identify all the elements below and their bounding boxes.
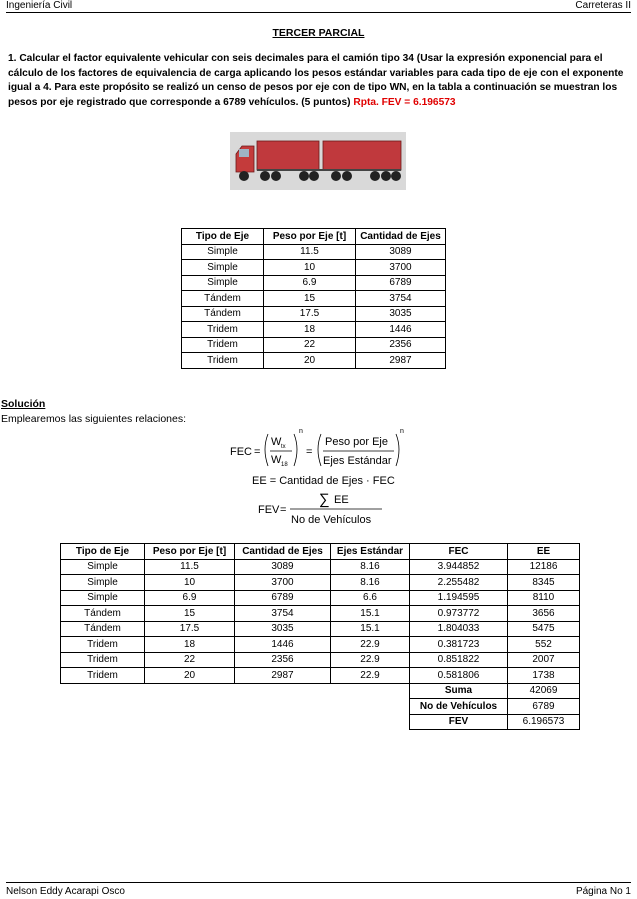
page-footer [6, 882, 631, 897]
table-cell: 5475 [508, 621, 580, 637]
table-cell: 6789 [356, 275, 446, 291]
table-cell: Tridem [61, 652, 145, 668]
table-cell: 17.5 [145, 621, 235, 637]
table-row [182, 322, 446, 338]
table-row [61, 637, 580, 653]
summary-label: FEV [410, 714, 508, 730]
table-cell: 12186 [508, 559, 580, 575]
fev-num: EE [334, 494, 349, 506]
table-cell: Simple [61, 575, 145, 591]
svg-text:∑: ∑ [319, 491, 330, 508]
census-header-tipo: Tipo de Eje [182, 229, 264, 245]
table-cell: 3700 [356, 260, 446, 276]
result-header-row [61, 544, 580, 560]
table-cell: 11.5 [145, 559, 235, 575]
table-row [61, 668, 580, 684]
page-header [6, 0, 631, 13]
summary-row-fev [61, 714, 580, 730]
table-cell: 11.5 [264, 244, 356, 260]
summary-value: 6789 [508, 699, 580, 715]
summary-label: No de Vehículos [410, 699, 508, 715]
table-cell: 1446 [356, 322, 446, 338]
table-row [61, 559, 580, 575]
table-cell: Simple [61, 559, 145, 575]
table-cell: Tándem [182, 306, 264, 322]
table-cell: 3035 [356, 306, 446, 322]
table-cell: 1.804033 [410, 621, 508, 637]
census-header-peso: Peso por Eje [t] [264, 229, 356, 245]
table-cell: 6789 [235, 590, 331, 606]
table-cell: 3.944852 [410, 559, 508, 575]
table-cell: 2.255482 [410, 575, 508, 591]
result-table [60, 543, 580, 730]
table-cell: 2987 [356, 353, 446, 369]
census-header-cantidad: Cantidad de Ejes [356, 229, 446, 245]
table-cell: 6.6 [331, 590, 410, 606]
table-row [61, 621, 580, 637]
summary-value: 6.196573 [508, 714, 580, 730]
table-cell: 22.9 [331, 637, 410, 653]
table-cell: 22.9 [331, 652, 410, 668]
ee-line: EE = Cantidad de Ejes · FEC [252, 475, 395, 487]
summary-label: Suma [410, 683, 508, 699]
table-cell: 22 [264, 337, 356, 353]
table-cell: Tridem [182, 353, 264, 369]
table-cell: Tridem [61, 668, 145, 684]
ratio-num: Peso por Eje [325, 436, 388, 448]
summary-value: 42069 [508, 683, 580, 699]
svg-text:=: = [254, 446, 261, 458]
table-cell: 0.851822 [410, 652, 508, 668]
page-title: TERCER PARCIAL [272, 27, 365, 39]
table-cell: 3754 [356, 291, 446, 307]
table-cell: 17.5 [264, 306, 356, 322]
w-tx-sub: tx [281, 444, 286, 450]
solution-title: Solución [1, 398, 46, 410]
w-tx: W [271, 436, 282, 448]
table-cell: 1.194595 [410, 590, 508, 606]
table-row [182, 306, 446, 322]
table-cell: 18 [145, 637, 235, 653]
table-cell: 15.1 [331, 621, 410, 637]
table-row [182, 260, 446, 276]
w-18-sub: 18 [281, 462, 288, 468]
exp-1: n [299, 428, 303, 435]
w-18: W [271, 454, 282, 466]
table-cell: 1738 [508, 668, 580, 684]
table-cell: 10 [145, 575, 235, 591]
table-cell: 3089 [356, 244, 446, 260]
table-row [182, 353, 446, 369]
table-cell: 3656 [508, 606, 580, 622]
table-cell: Simple [182, 260, 264, 276]
result-header-cell: Cantidad de Ejes [235, 544, 331, 560]
table-row [182, 337, 446, 353]
svg-text:=: = [280, 504, 287, 516]
table-cell: 3700 [235, 575, 331, 591]
problem-answer: Rpta. FEV = 6.196573 [353, 96, 456, 108]
table-cell: 15 [145, 606, 235, 622]
table-cell: 1446 [235, 637, 331, 653]
table-cell: Simple [61, 590, 145, 606]
table-row [182, 244, 446, 260]
summary-row-vehiculos [61, 699, 580, 715]
table-cell: 2356 [356, 337, 446, 353]
table-cell: 6.9 [145, 590, 235, 606]
result-header-cell: FEC [410, 544, 508, 560]
formula-block [222, 424, 442, 534]
svg-text:=: = [306, 446, 313, 458]
solution-intro: Emplearemos las siguientes relaciones: [1, 413, 187, 425]
footer-page-number: Página No 1 [575, 886, 631, 897]
table-cell: Tridem [61, 637, 145, 653]
header-right: Carreteras II [575, 0, 631, 11]
table-row [61, 652, 580, 668]
table-cell: 6.9 [264, 275, 356, 291]
ratio-den: Ejes Estándar [323, 455, 392, 467]
table-cell: 8110 [508, 590, 580, 606]
table-cell: 3089 [235, 559, 331, 575]
table-row [61, 590, 580, 606]
result-header-cell: EE [508, 544, 580, 560]
table-cell: 0.973772 [410, 606, 508, 622]
table-cell: Simple [182, 275, 264, 291]
table-cell: Tándem [61, 606, 145, 622]
table-cell: Simple [182, 244, 264, 260]
summary-row-suma [61, 683, 580, 699]
fev-label: FEV [258, 504, 280, 516]
header-left: Ingeniería Civil [6, 0, 73, 11]
result-header-cell: Peso por Eje [t] [145, 544, 235, 560]
table-cell: 3754 [235, 606, 331, 622]
truck-image [230, 132, 406, 190]
census-table [181, 228, 446, 369]
problem-text: 1. Calcular el factor equivalente vehicular con seis decimales para el camión tipo 34 (Usar la expresión exponencial para el cálculo de los factores de equivalencia de carga aplicando los pesos estándar variables para cada tipo de eje con el exponente igual a 4. Para este propósito se realizó un censo de pesos por eje con de tipo WN, en la tabla a continuación se muestran los pesos por eje registrado que corresponde a 6789 vehículos. (5 puntos) [8, 53, 624, 108]
table-cell: 8345 [508, 575, 580, 591]
table-cell: 552 [508, 637, 580, 653]
fev-den: No de Vehículos [291, 514, 372, 526]
table-row [61, 606, 580, 622]
census-header-row [182, 229, 446, 245]
table-cell: 8.16 [331, 575, 410, 591]
table-cell: 15.1 [331, 606, 410, 622]
table-cell: 0.381723 [410, 637, 508, 653]
table-cell: 8.16 [331, 559, 410, 575]
result-header-cell: Ejes Estándar [331, 544, 410, 560]
table-cell: 2007 [508, 652, 580, 668]
table-cell: Tándem [182, 291, 264, 307]
footer-author: Nelson Eddy Acarapi Osco [6, 886, 125, 897]
table-cell: 2356 [235, 652, 331, 668]
table-row [61, 575, 580, 591]
table-cell: 22.9 [331, 668, 410, 684]
table-row [182, 291, 446, 307]
fec-label: FEC [230, 446, 252, 458]
table-cell: 22 [145, 652, 235, 668]
table-cell: Tridem [182, 322, 264, 338]
result-header-cell: Tipo de Eje [61, 544, 145, 560]
table-cell: Tándem [61, 621, 145, 637]
problem-statement [8, 52, 633, 110]
table-cell: Tridem [182, 337, 264, 353]
table-cell: 10 [264, 260, 356, 276]
table-cell: 15 [264, 291, 356, 307]
table-cell: 0.581806 [410, 668, 508, 684]
table-row [182, 275, 446, 291]
table-cell: 3035 [235, 621, 331, 637]
exp-2: n [400, 428, 404, 435]
table-cell: 2987 [235, 668, 331, 684]
table-cell: 18 [264, 322, 356, 338]
table-cell: 20 [145, 668, 235, 684]
table-cell: 20 [264, 353, 356, 369]
